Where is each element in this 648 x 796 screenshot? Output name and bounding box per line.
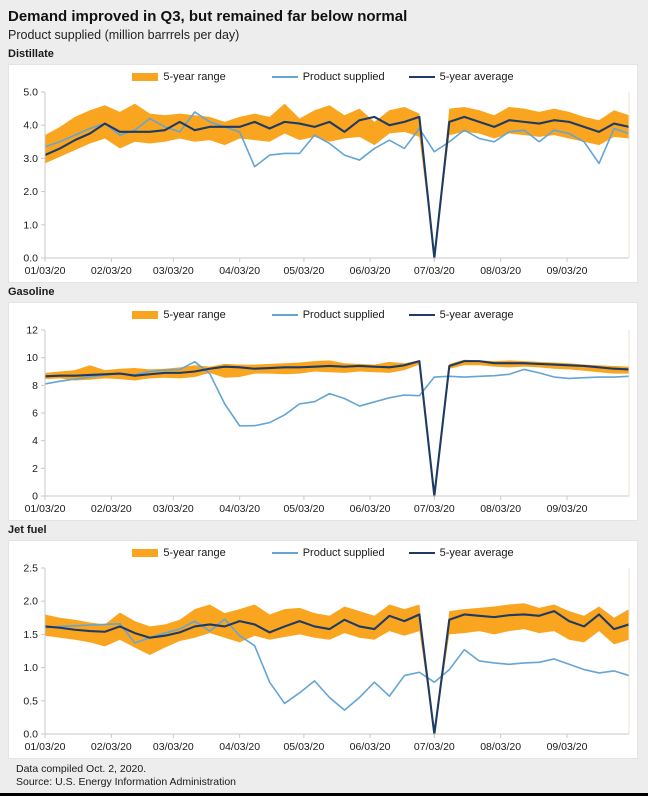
svg-text:03/03/20: 03/03/20 xyxy=(152,741,194,754)
svg-text:2: 2 xyxy=(32,462,38,475)
svg-text:08/03/20: 08/03/20 xyxy=(480,741,522,754)
supplied-line-icon xyxy=(272,76,298,78)
svg-text:04/03/20: 04/03/20 xyxy=(219,741,261,754)
page-subtitle: Product supplied (million barrrels per day) xyxy=(8,28,240,42)
legend-item-range xyxy=(132,309,225,321)
svg-text:0.5: 0.5 xyxy=(23,695,38,708)
legend-label-range: 5-year range xyxy=(163,309,226,321)
chart-title-gasoline: Gasoline xyxy=(8,285,55,298)
svg-text:1.0: 1.0 xyxy=(23,219,38,232)
legend-item-supplied xyxy=(272,547,385,559)
svg-text:06/03/20: 06/03/20 xyxy=(349,503,391,515)
legend-label-average: 5-year average xyxy=(439,547,514,560)
legend-item-supplied xyxy=(272,309,385,321)
legend-label-average: 5-year average xyxy=(439,70,514,83)
legend-label-average: 5-year average xyxy=(439,309,514,321)
svg-text:1.5: 1.5 xyxy=(23,629,38,642)
legend-item-average xyxy=(409,547,514,559)
svg-text:06/03/20: 06/03/20 xyxy=(349,264,391,277)
legend-item-range xyxy=(132,71,225,83)
range-swatch-icon xyxy=(132,311,158,319)
svg-text:3.0: 3.0 xyxy=(23,152,38,165)
average-line-icon xyxy=(409,552,435,554)
page-title: Demand improved in Q3, but remained far below normal xyxy=(8,8,408,25)
legend-label-supplied: Product supplied xyxy=(302,309,385,321)
legend-gasoline xyxy=(9,306,637,324)
svg-text:05/03/20: 05/03/20 xyxy=(283,264,325,277)
supplied-line-icon xyxy=(272,314,298,316)
legend-label-range: 5-year range xyxy=(163,547,226,560)
svg-text:0: 0 xyxy=(32,490,38,503)
svg-text:01/03/20: 01/03/20 xyxy=(24,503,66,515)
svg-text:09/03/20: 09/03/20 xyxy=(546,264,588,277)
chart-title-distillate: Distillate xyxy=(8,47,54,60)
svg-text:2.0: 2.0 xyxy=(23,595,38,608)
svg-text:07/03/20: 07/03/20 xyxy=(413,503,455,515)
chart-section-distillate xyxy=(8,48,640,283)
svg-text:5.0: 5.0 xyxy=(23,86,38,99)
svg-text:10: 10 xyxy=(26,352,38,365)
footer-source-note: Source: U.S. Energy Information Administration xyxy=(16,776,237,789)
chart-section-gasoline xyxy=(8,286,640,521)
svg-text:09/03/20: 09/03/20 xyxy=(546,741,588,754)
range-swatch-icon xyxy=(132,549,158,557)
svg-text:07/03/20: 07/03/20 xyxy=(413,264,455,277)
supplied-line-icon xyxy=(272,552,298,554)
svg-text:05/03/20: 05/03/20 xyxy=(283,741,325,754)
svg-text:2.0: 2.0 xyxy=(23,185,38,198)
svg-text:01/03/20: 01/03/20 xyxy=(24,264,66,277)
svg-text:08/03/20: 08/03/20 xyxy=(480,503,522,515)
range-swatch-icon xyxy=(132,73,158,81)
svg-text:05/03/20: 05/03/20 xyxy=(283,503,325,515)
legend-item-supplied xyxy=(272,71,385,83)
legend-jetfuel xyxy=(9,544,637,562)
jetfuel-chart xyxy=(9,562,637,758)
chart-card-jetfuel xyxy=(8,540,638,759)
legend-label-range: 5-year range xyxy=(163,70,226,83)
chart-card-gasoline xyxy=(8,302,638,521)
gasoline-chart xyxy=(9,324,637,520)
average-line-icon xyxy=(409,314,435,316)
svg-text:0.0: 0.0 xyxy=(23,728,38,741)
svg-text:06/03/20: 06/03/20 xyxy=(349,741,391,754)
svg-text:02/03/20: 02/03/20 xyxy=(90,264,132,277)
svg-text:02/03/20: 02/03/20 xyxy=(90,741,132,754)
legend-item-average xyxy=(409,309,514,321)
svg-text:04/03/20: 04/03/20 xyxy=(219,264,261,277)
chart-title-jetfuel: Jet fuel xyxy=(8,524,47,536)
legend-item-range xyxy=(132,547,225,559)
svg-text:8: 8 xyxy=(32,379,38,392)
svg-text:4: 4 xyxy=(32,435,38,448)
legend-label-supplied: Product supplied xyxy=(302,70,385,83)
footer-compiled-note: Data compiled Oct. 2, 2020. xyxy=(16,763,147,776)
average-line-icon xyxy=(409,76,435,78)
legend-distillate xyxy=(9,68,637,86)
svg-text:08/03/20: 08/03/20 xyxy=(480,264,522,277)
svg-text:2.5: 2.5 xyxy=(23,562,38,575)
chart-section-jetfuel xyxy=(8,524,640,759)
svg-text:03/03/20: 03/03/20 xyxy=(152,503,194,515)
svg-text:0.0: 0.0 xyxy=(23,252,38,265)
svg-text:12: 12 xyxy=(26,324,38,337)
svg-text:4.0: 4.0 xyxy=(23,119,38,132)
chart-card-distillate xyxy=(8,64,638,283)
svg-text:01/03/20: 01/03/20 xyxy=(24,741,66,754)
legend-label-supplied: Product supplied xyxy=(302,547,385,560)
svg-text:02/03/20: 02/03/20 xyxy=(90,503,132,515)
svg-text:09/03/20: 09/03/20 xyxy=(546,503,588,515)
svg-text:07/03/20: 07/03/20 xyxy=(413,741,455,754)
legend-item-average xyxy=(409,71,514,83)
footer xyxy=(8,759,640,789)
distillate-chart xyxy=(9,86,637,282)
svg-text:1.0: 1.0 xyxy=(23,662,38,675)
svg-text:03/03/20: 03/03/20 xyxy=(152,264,194,277)
svg-text:04/03/20: 04/03/20 xyxy=(219,503,261,515)
svg-text:6: 6 xyxy=(32,407,38,420)
